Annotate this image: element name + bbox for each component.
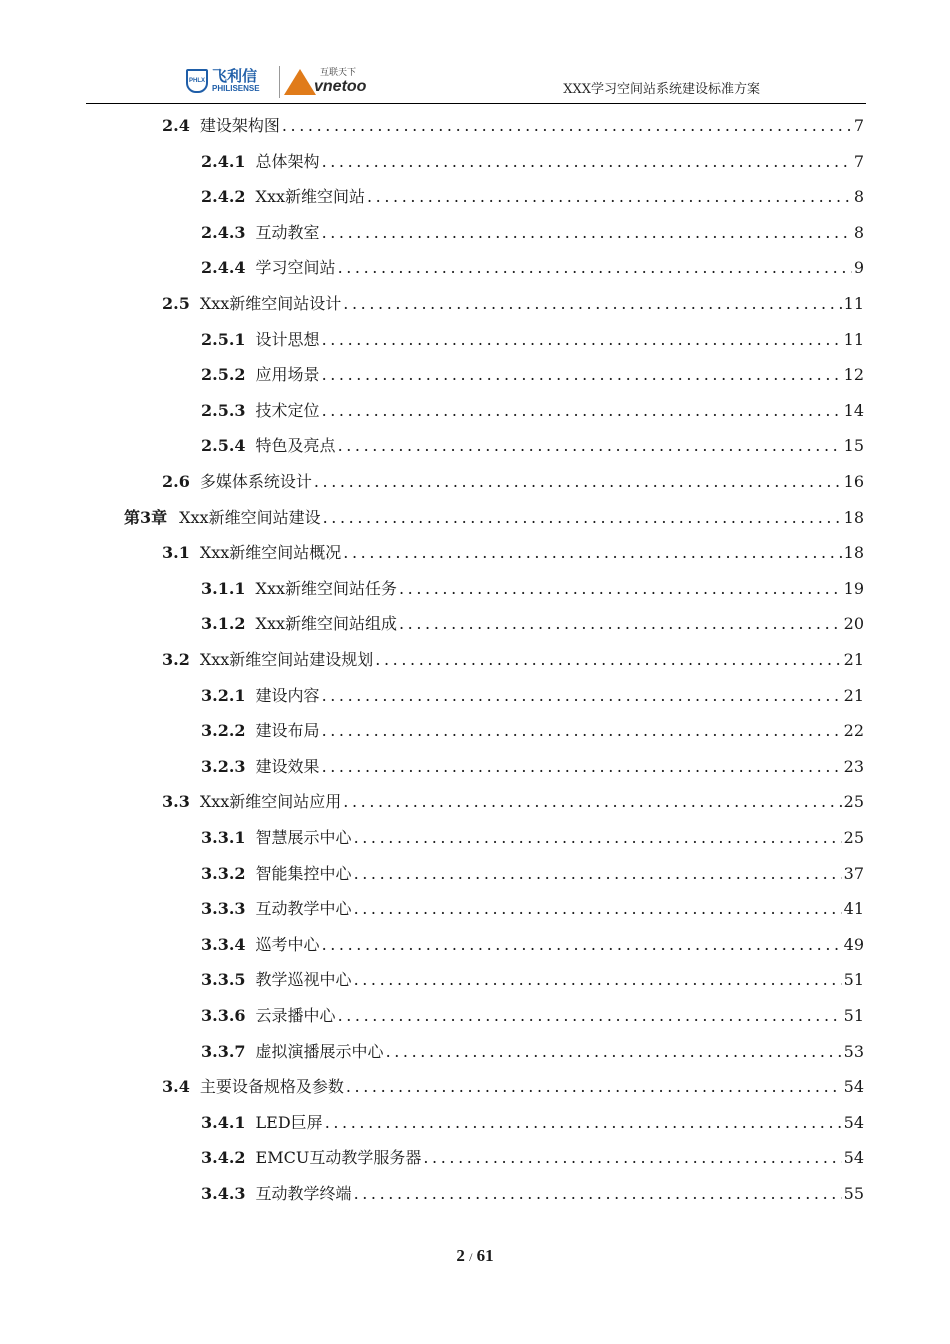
toc-entry[interactable]: [201, 968, 864, 992]
toc-leader-dots: [322, 719, 842, 743]
toc-number: 2.5.4: [201, 436, 246, 456]
toc-entry[interactable]: [201, 1111, 864, 1135]
toc-page-number: 9: [853, 258, 864, 278]
toc-number: 3.3.4: [201, 934, 246, 954]
toc-number: 3.1.2: [201, 614, 246, 634]
toc-leader-dots: [338, 1004, 842, 1028]
toc-number: 3.3: [162, 792, 190, 812]
toc-number: 3.4: [162, 1077, 190, 1097]
page-separator: /: [469, 1250, 473, 1264]
toc-number: 3.2.2: [201, 721, 246, 741]
toc-title: Xxx新维空间站概况: [199, 543, 342, 563]
toc-title: 互动教学中心: [255, 899, 352, 919]
toc-entry[interactable]: [201, 612, 864, 636]
toc-entry[interactable]: [201, 150, 864, 174]
toc-leader-dots: [322, 328, 842, 352]
philisense-logo: [186, 68, 260, 94]
toc-leader-dots: [282, 114, 852, 138]
toc-leader-dots: [338, 434, 842, 458]
triangle-icon: [284, 69, 316, 95]
toc-title: 教学巡视中心: [255, 970, 352, 990]
toc-title: 建设布局: [255, 721, 320, 741]
toc-title: LED巨屏: [255, 1112, 323, 1132]
toc-leader-dots: [322, 399, 842, 423]
toc-number: 2.6: [162, 472, 190, 491]
toc-number: 3.1: [162, 543, 190, 563]
toc-number: 3.3.3: [201, 899, 246, 919]
page-header: [86, 64, 866, 104]
toc-leader-dots: [367, 185, 852, 209]
toc-title: Xxx新维空间站组成: [255, 614, 397, 634]
toc-title: 建设内容: [255, 685, 320, 705]
toc-entry[interactable]: [201, 363, 864, 387]
toc-title: 智能集控中心: [255, 863, 352, 883]
toc-entry[interactable]: [201, 933, 864, 957]
toc-title: EMCU互动教学服务器: [255, 1148, 422, 1168]
toc-page-number: 22: [843, 721, 864, 741]
toc-title: 总体架构: [255, 151, 320, 171]
toc-title: Xxx新维空间站建设规划: [199, 650, 374, 669]
toc-page-number: 11: [843, 294, 864, 313]
toc-page-number: 16: [843, 472, 864, 491]
toc-entry[interactable]: [201, 897, 864, 921]
toc-page-number: 53: [843, 1041, 864, 1061]
toc-number: 2.5.2: [201, 365, 246, 385]
toc-number: 第3章: [124, 507, 168, 527]
toc-title: 互动教学终端: [255, 1184, 352, 1203]
page-footer: [0, 1246, 950, 1266]
toc-leader-dots: [399, 577, 842, 601]
logo2-cn-text: 互联天下: [320, 68, 357, 78]
toc-number: 3.2.1: [201, 685, 246, 705]
toc-number: 3.1.1: [201, 578, 246, 598]
toc-entry[interactable]: [201, 719, 864, 743]
toc-entry[interactable]: [201, 1004, 864, 1028]
toc-leader-dots: [323, 506, 842, 530]
toc-entry[interactable]: [201, 399, 864, 423]
toc-title: 多媒体系统设计: [199, 472, 312, 491]
toc-title: 智慧展示中心: [255, 828, 352, 847]
toc-page-number: 54: [843, 1112, 864, 1132]
toc-leader-dots: [375, 648, 841, 672]
toc-number: 3.3.6: [201, 1006, 246, 1025]
toc-title: 主要设备规格及参数: [199, 1077, 344, 1097]
toc-page-number: 15: [843, 436, 864, 456]
toc-entry[interactable]: [162, 790, 864, 814]
toc-title: 设计思想: [255, 329, 320, 349]
toc-entry[interactable]: [201, 1182, 864, 1206]
current-page: 2: [456, 1246, 465, 1265]
toc-entry[interactable]: [201, 434, 864, 458]
toc-entry[interactable]: [124, 506, 864, 530]
toc-number: 3.4.3: [201, 1184, 246, 1203]
toc-entry[interactable]: [162, 114, 864, 138]
toc-page-number: 14: [843, 400, 864, 420]
toc-entry[interactable]: [201, 826, 864, 850]
toc-leader-dots: [399, 612, 842, 636]
toc-title: 建设架构图: [199, 116, 280, 135]
toc-entry[interactable]: [162, 470, 864, 494]
toc-leader-dots: [322, 684, 842, 708]
toc-page-number: 8: [853, 222, 864, 242]
logo2-en-text: vnetoo: [314, 78, 367, 95]
logo-cn-text: 飞利信: [212, 67, 258, 85]
toc-entry[interactable]: [162, 292, 864, 316]
toc-page-number: 25: [843, 792, 864, 812]
toc-page-number: 7: [853, 116, 864, 135]
toc-title: 技术定位: [255, 400, 320, 420]
toc-page-number: 54: [843, 1148, 864, 1168]
toc-leader-dots: [325, 1111, 842, 1135]
toc-number: 3.4.2: [201, 1148, 246, 1168]
toc-title: 建设效果: [255, 756, 320, 776]
toc-page-number: 49: [843, 934, 864, 954]
toc-page-number: 8: [853, 187, 864, 207]
toc-number: 2.4.4: [201, 258, 246, 278]
toc-leader-dots: [322, 150, 852, 174]
toc-title: Xxx新维空间站任务: [255, 578, 397, 598]
toc-page-number: 54: [843, 1077, 864, 1097]
toc-page-number: 41: [843, 899, 864, 919]
toc-entry[interactable]: [201, 577, 864, 601]
toc-title: 巡考中心: [255, 934, 320, 954]
toc-leader-dots: [322, 933, 842, 957]
toc-leader-dots: [314, 470, 842, 494]
toc-leader-dots: [322, 755, 842, 779]
toc-title: 应用场景: [255, 365, 320, 385]
toc-title: Xxx新维空间站建设: [179, 507, 321, 527]
toc-title: 虚拟演播展示中心: [255, 1041, 384, 1061]
toc-page-number: 20: [843, 614, 864, 634]
toc-entry[interactable]: [201, 328, 864, 352]
toc-entry[interactable]: [201, 256, 864, 280]
toc-entry[interactable]: [201, 1146, 864, 1170]
document-title: XXX学习空间站系统建设标准方案: [563, 82, 760, 97]
toc-leader-dots: [343, 541, 841, 565]
toc-leader-dots: [343, 292, 841, 316]
toc-number: 3.2: [162, 650, 190, 669]
toc-page-number: 12: [843, 365, 864, 385]
toc-number: 2.5.3: [201, 400, 246, 420]
toc-page-number: 25: [843, 828, 864, 847]
toc-page-number: 19: [843, 578, 864, 598]
toc-number: 3.2.3: [201, 756, 246, 776]
toc-page-number: 11: [843, 329, 864, 349]
toc-page-number: 7: [853, 151, 864, 171]
toc-leader-dots: [354, 968, 842, 992]
toc-page-number: 21: [843, 650, 864, 669]
toc-leader-dots: [354, 897, 842, 921]
toc-page-number: 55: [843, 1184, 864, 1203]
vnetoo-logo: [284, 68, 366, 95]
toc-number: 3.3.2: [201, 863, 246, 883]
toc-title: Xxx新维空间站设计: [199, 294, 342, 313]
logo-en-text: PHILISENSE: [212, 84, 260, 93]
toc-number: 3.3.7: [201, 1041, 246, 1061]
toc-entry[interactable]: [201, 862, 864, 886]
toc-entry[interactable]: [201, 1040, 864, 1064]
toc-title: 云录播中心: [255, 1006, 336, 1025]
toc-entry[interactable]: [201, 221, 864, 245]
toc-number: 2.4.1: [201, 151, 246, 171]
total-pages: 61: [476, 1246, 494, 1265]
toc-entry[interactable]: [201, 185, 864, 209]
toc-leader-dots: [386, 1040, 842, 1064]
toc-leader-dots: [423, 1146, 841, 1170]
toc-page-number: 23: [843, 756, 864, 776]
toc-entry[interactable]: [162, 541, 864, 565]
toc-leader-dots: [354, 862, 842, 886]
toc-leader-dots: [354, 1182, 842, 1206]
toc-entry[interactable]: [201, 755, 864, 779]
toc-entry[interactable]: [162, 1075, 864, 1099]
toc-title: 学习空间站: [255, 258, 336, 278]
toc-entry[interactable]: [201, 684, 864, 708]
toc-number: 2.4.2: [201, 187, 246, 207]
toc-leader-dots: [338, 256, 852, 280]
toc-leader-dots: [343, 790, 841, 814]
toc-title: 特色及亮点: [255, 436, 336, 456]
toc-number: 2.5: [162, 294, 190, 313]
toc-page-number: 51: [843, 970, 864, 990]
toc-page-number: 21: [843, 685, 864, 705]
toc-number: 3.3.1: [201, 828, 246, 847]
header-rule: [86, 103, 866, 104]
toc-number: 2.4: [162, 116, 190, 135]
toc-title: Xxx新维空间站应用: [199, 792, 342, 812]
toc-number: 2.5.1: [201, 329, 246, 349]
toc-page-number: 37: [843, 863, 864, 883]
toc-entry[interactable]: [162, 648, 864, 672]
toc-number: 2.4.3: [201, 222, 246, 242]
toc-leader-dots: [346, 1075, 842, 1099]
toc-leader-dots: [322, 221, 852, 245]
toc-number: 3.4.1: [201, 1112, 246, 1132]
toc-title: 互动教室: [255, 222, 320, 242]
toc-leader-dots: [354, 826, 842, 850]
logo-divider: [279, 66, 280, 98]
toc-number: 3.3.5: [201, 970, 246, 990]
toc-page-number: 18: [843, 507, 864, 527]
toc-page-number: 51: [843, 1006, 864, 1025]
shield-icon: PHLX: [186, 69, 208, 93]
toc-leader-dots: [322, 363, 842, 387]
toc-page-number: 18: [843, 543, 864, 563]
toc-title: Xxx新维空间站: [255, 187, 365, 207]
